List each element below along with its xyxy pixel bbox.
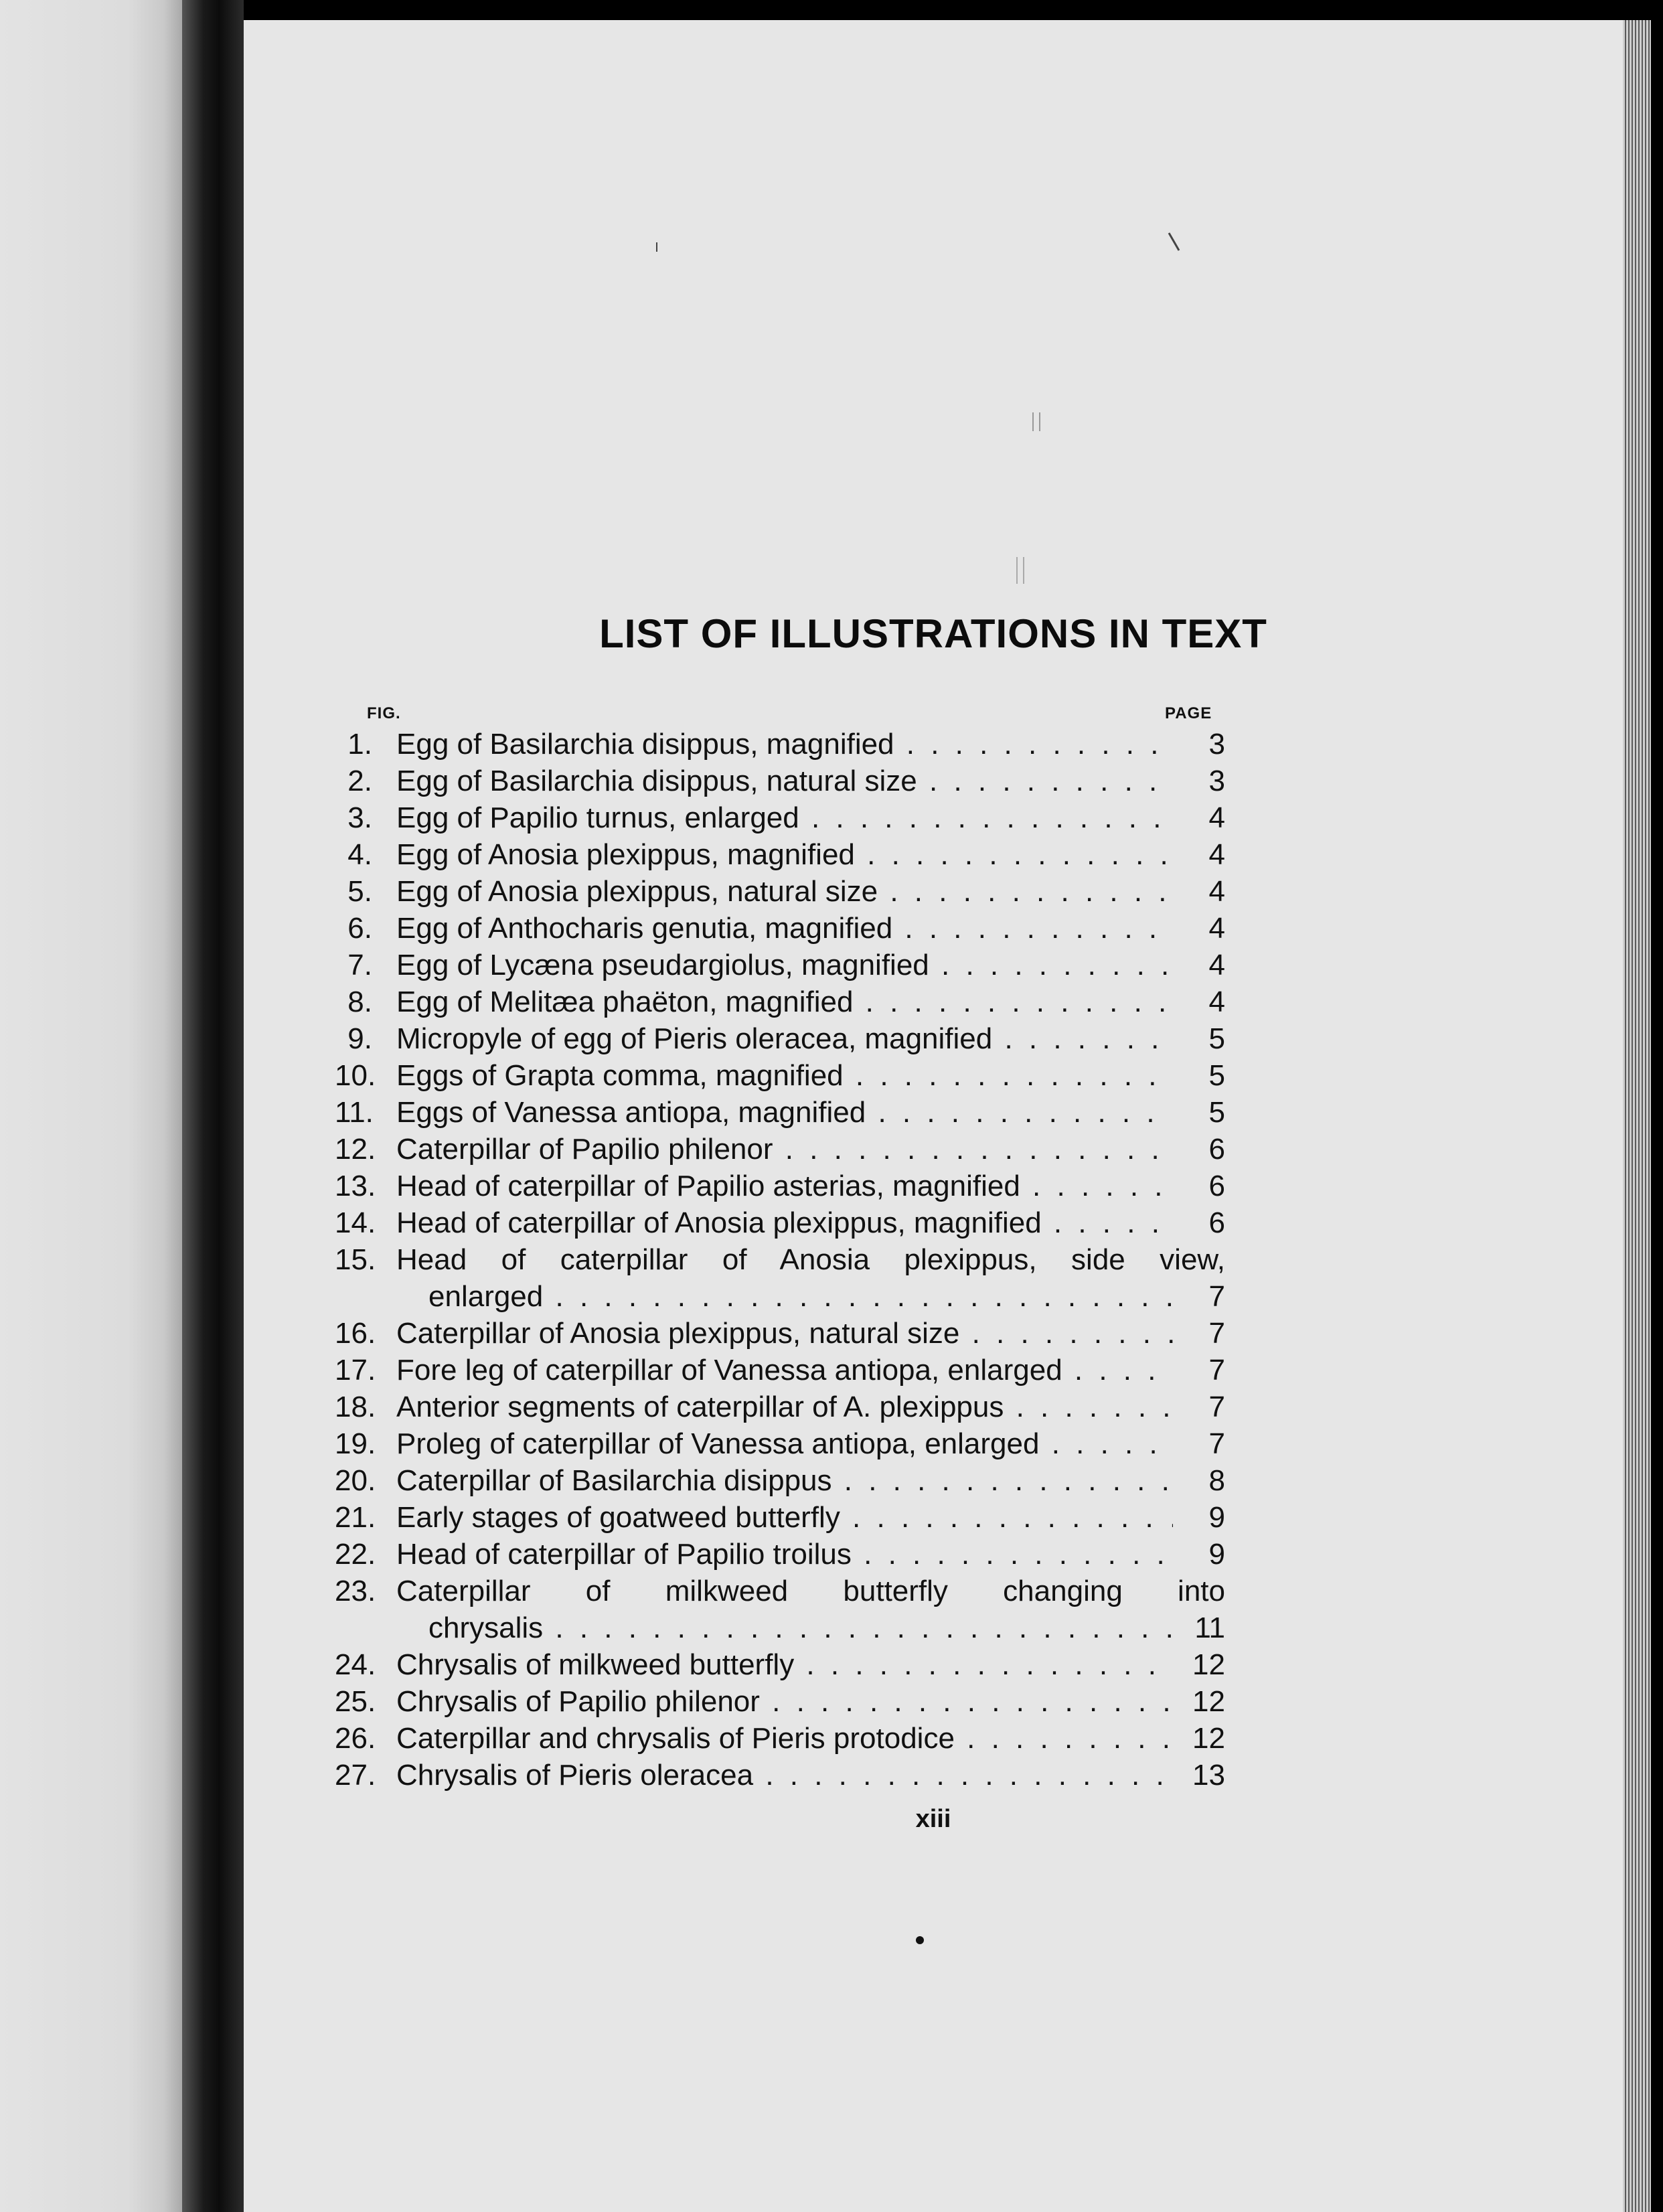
list-item	[335, 1204, 1225, 1241]
page-reference: 7	[1208, 1280, 1225, 1313]
facing-page	[0, 0, 182, 2212]
figure-caption: Early stages of goatweed butterfly . . .	[396, 1499, 1173, 1536]
list-item	[335, 1389, 1225, 1425]
page-reference: 13	[1192, 1759, 1225, 1792]
figure-number: 13.	[335, 1170, 376, 1202]
figure-caption: Chrysalis of milkweed butterfly . . .	[396, 1646, 1173, 1683]
list-item	[335, 1573, 1225, 1646]
figure-caption: Eggs of Vanessa antiopa, magnified . . .	[396, 1094, 1173, 1131]
figure-number: 22.	[335, 1538, 376, 1571]
page-number: xiii	[915, 1805, 951, 1833]
figure-caption: Egg of Papilio turnus, enlarged . . .	[396, 799, 1173, 836]
list-item	[335, 1646, 1225, 1683]
list-item	[335, 763, 1225, 799]
list-item	[335, 1352, 1225, 1389]
page-reference: 6	[1208, 1133, 1225, 1166]
figure-caption: Caterpillar of Papilio philenor . . .	[396, 1131, 1173, 1168]
figure-caption: Proleg of caterpillar of Vanessa antiopa, enlarged . . .	[396, 1425, 1173, 1462]
figure-caption: Egg of Anthocharis genutia, magnified . . .	[396, 910, 1173, 947]
figure-number: 24.	[335, 1648, 376, 1681]
list-item	[335, 836, 1225, 873]
page-reference: 12	[1192, 1685, 1225, 1718]
page-reference: 3	[1208, 765, 1225, 797]
page-column-header: PAGE	[1165, 704, 1212, 722]
page-reference: 8	[1208, 1464, 1225, 1497]
figure-caption: Egg of Lycæna pseudargiolus, magnified . . .	[396, 947, 1173, 983]
list-item	[335, 1499, 1225, 1536]
list-item	[335, 1462, 1225, 1499]
figure-number: 2.	[347, 765, 372, 797]
list-item	[335, 1168, 1225, 1204]
list-item	[335, 947, 1225, 983]
figure-number: 8.	[347, 985, 372, 1018]
figure-number: 10.	[335, 1059, 376, 1092]
figure-number: 11.	[335, 1096, 374, 1129]
figure-number: 4.	[347, 838, 372, 871]
page-reference: 6	[1208, 1206, 1225, 1239]
figure-number: 9.	[347, 1022, 372, 1055]
figure-caption: Caterpillar and chrysalis of Pieris protodice . . .	[396, 1720, 1173, 1757]
page-reference: 7	[1208, 1391, 1225, 1423]
figure-number: 19.	[335, 1427, 376, 1460]
page-reference: 12	[1192, 1722, 1225, 1755]
top-shadow	[244, 0, 1663, 20]
list-item	[335, 1757, 1225, 1794]
figure-caption: Egg of Anosia plexippus, natural size . . .	[396, 873, 1173, 910]
figure-number: 25.	[335, 1685, 376, 1718]
figure-caption: Caterpillar of Anosia plexippus, natural size . . .	[396, 1315, 1173, 1352]
figure-caption: Head of caterpillar of Papilio asterias, magnified . . .	[396, 1168, 1173, 1204]
figure-number: 26.	[335, 1722, 376, 1755]
list-item	[335, 910, 1225, 947]
figure-caption: Micropyle of egg of Pieris oleracea, magnified . . .	[396, 1020, 1173, 1057]
figure-number: 15.	[335, 1243, 376, 1276]
figure-number: 23.	[335, 1575, 376, 1607]
page-reference: 3	[1208, 728, 1225, 761]
list-item	[335, 726, 1225, 763]
page-reference: 7	[1208, 1427, 1225, 1460]
list-item	[335, 1241, 1225, 1315]
figure-number: 7.	[347, 949, 372, 981]
list-item	[335, 1094, 1225, 1131]
figure-number: 6.	[347, 912, 372, 945]
fig-column-header: FIG.	[367, 704, 401, 722]
list-item	[335, 1536, 1225, 1573]
list-item	[335, 983, 1225, 1020]
page-reference: 4	[1208, 912, 1225, 945]
figure-number: 27.	[335, 1759, 376, 1792]
scan-speck	[916, 1936, 924, 1944]
page-reference: 7	[1208, 1317, 1225, 1350]
page-reference: 4	[1208, 949, 1225, 981]
figure-caption-continued: chrysalis . . .	[428, 1609, 1173, 1646]
illustrations-list	[335, 726, 1225, 1794]
page-reference: 5	[1208, 1022, 1225, 1055]
figure-caption: Eggs of Grapta comma, magnified . . .	[396, 1057, 1173, 1094]
figure-caption: Egg of Anosia plexippus, magnified . . .	[396, 836, 1173, 873]
figure-caption: Egg of Melitæa phaëton, magnified . . .	[396, 983, 1173, 1020]
figure-number: 1.	[347, 728, 372, 761]
page-reference: 9	[1208, 1501, 1225, 1534]
scan-speck	[656, 242, 657, 252]
page-reference: 5	[1208, 1096, 1225, 1129]
figure-caption: Egg of Basilarchia disippus, natural size . . .	[396, 763, 1173, 799]
list-item	[335, 1020, 1225, 1057]
page-title: LIST OF ILLUSTRATIONS IN TEXT	[599, 611, 1267, 656]
figure-number: 21.	[335, 1501, 376, 1534]
page-reference: 4	[1208, 801, 1225, 834]
figure-caption-continued: enlarged . . .	[428, 1278, 1173, 1315]
figure-number: 12.	[335, 1133, 376, 1166]
figure-caption: Fore leg of caterpillar of Vanessa antiopa, enlarged . . .	[396, 1352, 1173, 1389]
scan-speck	[1039, 412, 1040, 431]
list-item	[335, 1683, 1225, 1720]
page-reference: 4	[1208, 985, 1225, 1018]
list-item	[335, 799, 1225, 836]
page-reference: 4	[1208, 875, 1225, 908]
scan-speck	[1023, 557, 1024, 584]
page-reference: 7	[1208, 1354, 1225, 1387]
figure-caption: Chrysalis of Pieris oleracea . . .	[396, 1757, 1173, 1794]
figure-number: 3.	[347, 801, 372, 834]
figure-number: 14.	[335, 1206, 376, 1239]
figure-caption: Anterior segments of caterpillar of A. plexippus . . .	[396, 1389, 1173, 1425]
figure-caption: Egg of Basilarchia disippus, magnified . . .	[396, 726, 1173, 763]
page-edges	[1623, 20, 1651, 2212]
figure-caption: Head of caterpillar of Anosia plexippus, magnified . . .	[396, 1204, 1173, 1241]
page-reference: 9	[1208, 1538, 1225, 1571]
figure-caption: Caterpillar of milkweed butterfly changing into	[396, 1575, 1225, 1607]
page-reference: 6	[1208, 1170, 1225, 1202]
list-item	[335, 1720, 1225, 1757]
page-reference: 11	[1194, 1611, 1225, 1644]
page-reference: 4	[1208, 838, 1225, 871]
list-item	[335, 1425, 1225, 1462]
list-item	[335, 873, 1225, 910]
figure-caption: Head of caterpillar of Anosia plexippus, side view,	[396, 1243, 1225, 1276]
figure-caption: Chrysalis of Papilio philenor . . .	[396, 1683, 1173, 1720]
figure-caption: Head of caterpillar of Papilio troilus . . .	[396, 1536, 1173, 1573]
figure-number: 5.	[347, 875, 372, 908]
figure-number: 17.	[335, 1354, 376, 1387]
page-reference: 12	[1192, 1648, 1225, 1681]
figure-number: 16.	[335, 1317, 376, 1350]
list-item	[335, 1131, 1225, 1168]
list-item	[335, 1057, 1225, 1094]
scan-speck	[1032, 412, 1034, 431]
list-item	[335, 1315, 1225, 1352]
figure-number: 18.	[335, 1391, 376, 1423]
scan-speck	[1016, 557, 1018, 584]
page-reference: 5	[1208, 1059, 1225, 1092]
book-gutter	[182, 0, 244, 2212]
figure-caption: Caterpillar of Basilarchia disippus . . .	[396, 1462, 1173, 1499]
figure-number: 20.	[335, 1464, 376, 1497]
